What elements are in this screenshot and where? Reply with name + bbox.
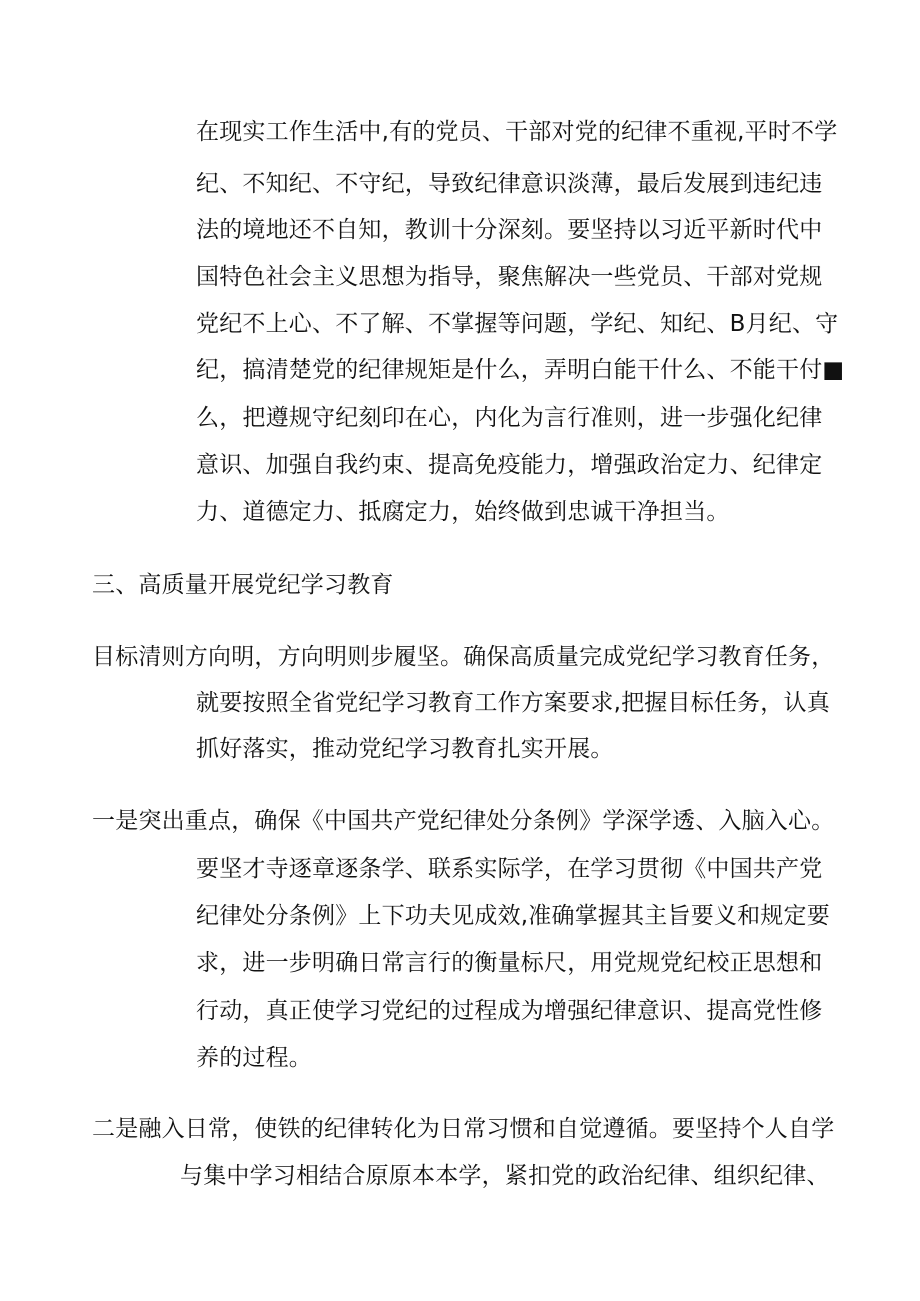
paragraph-3-line-2: 要坚才寺逐章逐条学、联系实际学，在学习贯彻《中国共产党: [196, 856, 823, 882]
paragraph-3-line-6: 养的过程。: [196, 1045, 312, 1071]
paragraph-3-line-4: 求，进一步明确日常言行的衡量标尺，用党规党纪校正思想和: [196, 950, 823, 976]
paragraph-1-line-7: 么，把遵规守纪刻印在心，内化为言行准则，进一步强化纪律: [196, 405, 823, 431]
paragraph-1-line-1: 在现实工作生活中,有的党员、干部对党的纪律不重视,平时不学: [196, 119, 838, 145]
paragraph-4-line-2: 与集中学习相结合原原本本学，紧扣党的政治纪律、组织纪律、: [180, 1163, 830, 1189]
paragraph-1-line-9: 力、道德定力、抵腐定力，始终做到忠诚干净担当。: [196, 499, 730, 525]
paragraph-4-line-1: 二是融入日常，使铁的纪律转化为日常习惯和自觉遵循。要坚持个人自学: [92, 1116, 835, 1142]
paragraph-1-line-3: 法的境地还不自知，教训十分深刻。要坚持以习近平新时代中: [196, 217, 823, 243]
paragraph-2-line-2: 就要按照全省党纪学习教育工作方案要求,把握目标任务，认真: [196, 690, 830, 716]
paragraph-3-line-5: 行动，真正使学习党纪的过程成为增强纪律意识、提高党性修: [196, 998, 823, 1024]
paragraph-3-line-1: 一是突出重点，确保《中国共产党纪律处分条例》学深学透、入脑入心。: [92, 808, 835, 834]
paragraph-2-line-3: 抓好落实，推动党纪学习教育扎实开展。: [196, 736, 614, 762]
paragraph-1-line-6: 纪，搞清楚党的纪律规矩是什么，弄明白能干什么、不能干付■: [196, 357, 845, 383]
paragraph-3-line-3: 纪律处分条例》上下功夫见成效,准确掌握其主旨要义和规定要: [196, 903, 830, 929]
paragraph-1-line-8: 意识、加强自我约束、提高免疫能力，增强政治定力、纪律定: [196, 452, 823, 478]
paragraph-1-line-4: 国特色社会主义思想为指导，聚焦解决一些党员、干部对党规: [196, 264, 823, 290]
section-heading: 三、高质量开展党纪学习教育: [92, 572, 394, 598]
paragraph-1-line-2: 纪、不知纪、不守纪，导致纪律意识淡薄，最后发展到违纪违: [196, 171, 823, 197]
paragraph-1-line-5: 党纪不上心、不了解、不掌握等问题，学纪、知纪、B月纪、守: [196, 311, 839, 337]
paragraph-2-line-1: 目标清则方向明，方向明则步履坚。确保高质量完成党纪学习教育任务，: [92, 644, 835, 670]
